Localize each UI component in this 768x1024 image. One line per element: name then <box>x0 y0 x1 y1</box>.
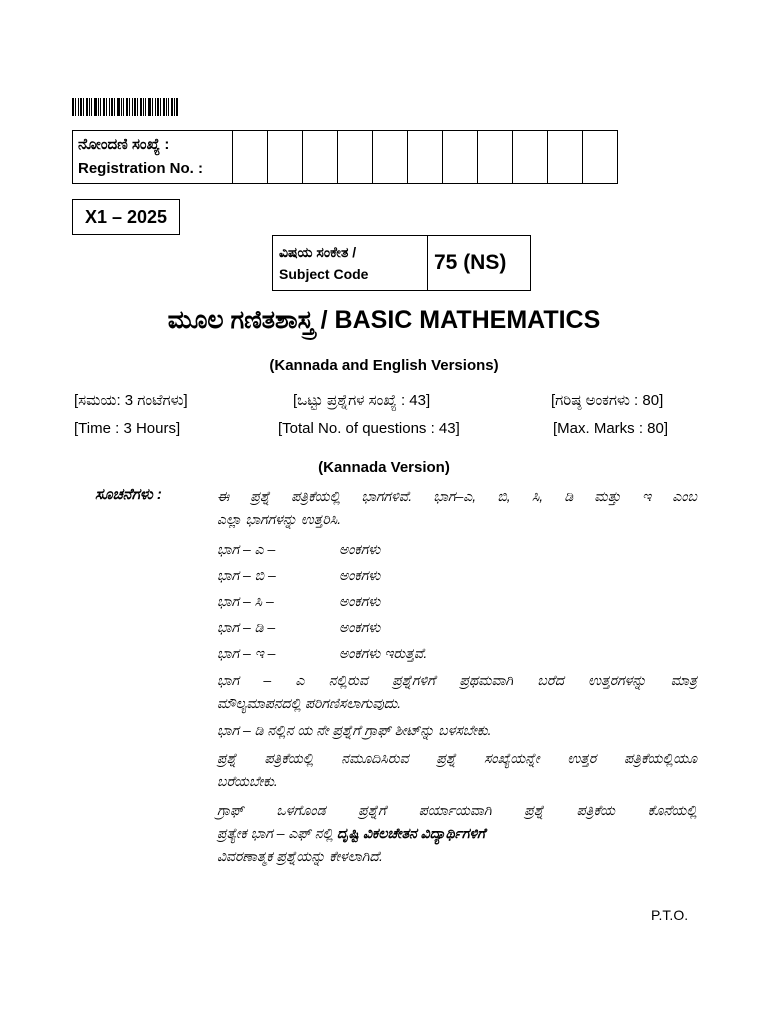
time-english: [Time : 3 Hours] <box>74 420 181 437</box>
instruction-line-14 <box>217 825 485 842</box>
instruction-line-14-start: ಪ್ರತ್ಯೇಕ ಭಾಗ – ಎಫ್ ನಲ್ಲಿ <box>217 825 338 841</box>
registration-digit-box[interactable] <box>443 131 478 184</box>
instruction-line-12: ಬರೆಯಬೇಕು. <box>217 773 278 789</box>
instruction-line-2: ಎಲ್ಲಾ ಭಾಗಗಳನ್ನು ಉತ್ತರಿಸಿ. <box>217 511 342 527</box>
subject-code-label-cell <box>273 236 428 291</box>
instruction-line-15: ವಿವರಣಾತ್ಮಕ ಪ್ರಶ್ನೆಯನ್ನು ಕೇಳಲಾಗಿದೆ. <box>217 848 383 864</box>
registration-digit-box[interactable] <box>513 131 548 184</box>
part-name: ಭಾಗ – ಇ – <box>217 645 276 661</box>
registration-digit-box[interactable] <box>233 131 268 184</box>
instruction-line-10: ಭಾಗ – ಡಿ ನಲ್ಲಿನ ಯ ನೇ ಪ್ರಶ್ನೆಗೆ ಗ್ರಾಫ್ ಶೀಟ್‌ನ್ನು ಬಳಸಬೇಕು. <box>217 722 492 738</box>
registration-digit-box[interactable] <box>478 131 513 184</box>
registration-number-table <box>72 130 618 184</box>
registration-digit-box[interactable] <box>548 131 583 184</box>
instruction-line-14-bold: ದೃಷ್ಟಿ ವಿಕಲಚೇತನ ವಿದ್ಯಾರ್ಥಿಗಳಿಗೆ <box>337 825 486 841</box>
instruction-line-1: ಈ ಪ್ರಶ್ನೆ ಪತ್ರಿಕೆಯಲ್ಲಿ ಭಾಗಗಳಿವೆ. ಭಾಗ–ಎ, ಬಿ, ಸಿ, ಡಿ ಮತ್ತು ಇ ಎಂಬ <box>217 488 697 504</box>
part-marks: ಅಂಕಗಳು <box>339 567 381 583</box>
registration-label-cell <box>73 131 233 184</box>
registration-row <box>73 131 618 184</box>
instruction-line-8: ಭಾಗ – ಎ ನಲ್ಲಿರುವ ಪ್ರಶ್ನೆಗಳಿಗೆ ಪ್ರಥಮವಾಗಿ ಬರೆದ ಉತ್ತರಗಳನ್ನು ಮಾತ್ರ <box>217 672 697 688</box>
barcode-image <box>72 98 178 116</box>
part-marks: ಅಂಕಗಳು <box>339 541 381 557</box>
registration-digit-box[interactable] <box>303 131 338 184</box>
registration-digit-box[interactable] <box>338 131 373 184</box>
part-name: ಭಾಗ – ಡಿ – <box>217 619 276 635</box>
part-marks: ಅಂಕಗಳು <box>339 593 381 609</box>
registration-digit-box[interactable] <box>268 131 303 184</box>
subject-code-label-kannada: ವಿಷಯ ಸಂಕೇತ / <box>279 244 357 260</box>
registration-label-english: Registration No. : <box>78 160 204 177</box>
registration-digit-box[interactable] <box>583 131 618 184</box>
questions-kannada: [ಒಟ್ಟು ಪ್ರಶ್ನೆಗಳ ಸಂಖ್ಯೆ : 43] <box>293 392 431 409</box>
subject-code-box <box>272 235 531 291</box>
part-name: ಭಾಗ – ಎ – <box>217 541 276 557</box>
version-heading: (Kannada Version) <box>318 459 450 476</box>
exam-code-box: X1 – 2025 <box>72 199 180 235</box>
part-marks: ಅಂಕಗಳು ಇರುತ್ತವೆ. <box>339 645 428 661</box>
subject-code-value: 75 (NS) <box>428 236 531 291</box>
max-marks-english: [Max. Marks : 80] <box>553 420 669 437</box>
part-name: ಭಾಗ – ಸಿ – <box>217 593 274 609</box>
instruction-line-13: ಗ್ರಾಫ್ ಒಳಗೊಂಡ ಪ್ರಶ್ನೆಗೆ ಪರ್ಯಾಯವಾಗಿ ಪ್ರಶ್ನೆ ಪತ್ರಿಕೆಯ ಕೊನೆಯಲ್ಲಿ <box>217 802 697 818</box>
instruction-line-11: ಪ್ರಶ್ನೆ ಪತ್ರಿಕೆಯಲ್ಲಿ ನಮೂದಿಸಿರುವ ಪ್ರಶ್ನೆ ಸಂಖ್ಯೆಯನ್ನೇ ಉತ್ತರ ಪತ್ರಿಕೆಯಲ್ಲಿಯೂ <box>217 750 697 766</box>
questions-english: [Total No. of questions : 43] <box>278 420 460 437</box>
registration-digit-box[interactable] <box>373 131 408 184</box>
versions-note: (Kannada and English Versions) <box>269 357 499 374</box>
page-title: ಮೂಲ ಗಣಿತಶಾಸ್ತ್ರ / BASIC MATHEMATICS <box>167 306 601 334</box>
subject-code-label-english: Subject Code <box>279 266 369 282</box>
pto-note: P.T.O. <box>651 907 689 923</box>
part-name: ಭಾಗ – ಬಿ – <box>217 567 276 583</box>
registration-digit-box[interactable] <box>408 131 443 184</box>
instructions-heading: ಸೂಚನೆಗಳು : <box>95 486 162 503</box>
registration-label-kannada: ನೋಂದಣಿ ಸಂಖ್ಯೆ : <box>78 136 170 153</box>
time-kannada: [ಸಮಯ: 3 ಗಂಟೆಗಳು] <box>74 392 188 409</box>
max-marks-kannada: [ಗರಿಷ್ಠ ಅಂಕಗಳು : 80] <box>551 392 664 409</box>
part-marks: ಅಂಕಗಳು <box>339 619 381 635</box>
instruction-line-9: ಮೌಲ್ಯಮಾಪನದಲ್ಲಿ ಪರಿಗಣಿಸಲಾಗುವುದು. <box>217 695 402 711</box>
